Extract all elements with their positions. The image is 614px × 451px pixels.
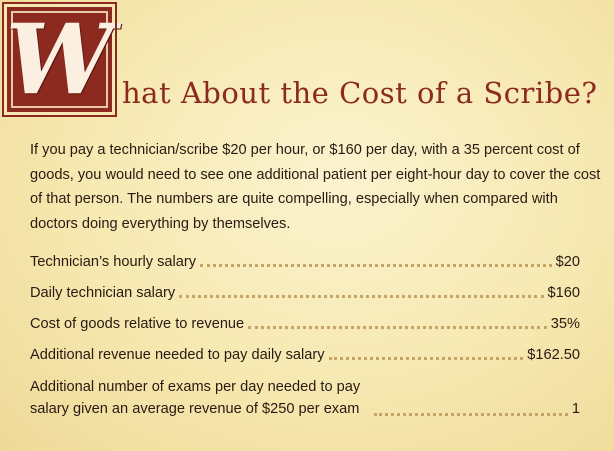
intro-paragraph: If you pay a technician/scribe $20 per hour, or $160 per day, with a 35 percent cost of goods, you would need to see one additional patient per eight-hour day to cover the cost of that person. The numbers are quite compelling, especially when compared with doctors doing everything by themselves. <box>30 142 601 232</box>
drop-cap-letter: W <box>5 2 114 116</box>
row-value: $20 <box>555 254 580 270</box>
dot-leader <box>200 264 552 267</box>
drop-cap-frame <box>5 2 114 116</box>
cost-row <box>30 284 580 302</box>
cost-row <box>30 376 580 420</box>
row-label: Technician’s hourly salary <box>30 254 197 270</box>
cost-row <box>30 253 580 271</box>
cost-row <box>30 346 580 364</box>
cost-table <box>30 253 580 420</box>
row-value: $162.50 <box>527 347 580 363</box>
dot-leader <box>374 413 568 416</box>
drop-cap-box <box>4 4 115 115</box>
dot-leader <box>248 326 547 329</box>
row-label: Cost of goods relative to revenue <box>30 316 245 332</box>
cost-row <box>30 315 580 333</box>
row-label: Additional number of exams per day needed to pay salary given an average revenue of $250 per exam <box>30 379 361 417</box>
page-title: hat About the Cost of a Scribe? <box>122 76 598 110</box>
row-label: Additional revenue needed to pay daily salary <box>30 347 325 363</box>
dot-leader <box>329 357 524 360</box>
row-value: 35% <box>550 316 580 332</box>
dot-leader <box>179 295 543 298</box>
row-value: 1 <box>571 401 580 417</box>
row-label: Daily technician salary <box>30 285 176 301</box>
row-value: $160 <box>547 285 580 301</box>
